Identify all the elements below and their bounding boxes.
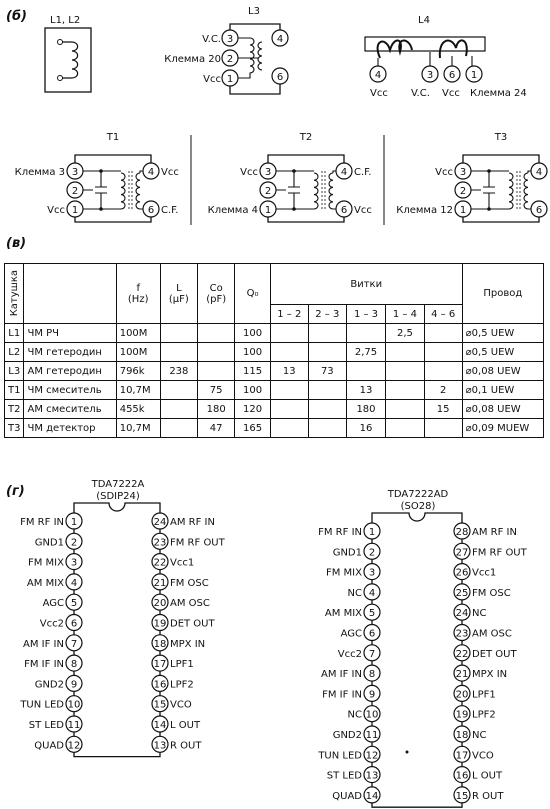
ic-1-right-pin-label: FM OSC	[472, 587, 511, 599]
L4-label-klemma: Клемма 24	[470, 88, 527, 99]
table-cell: L2	[5, 343, 24, 362]
ic-1-pin-number: 8	[368, 669, 376, 681]
T1-pin-6: 6	[147, 205, 155, 216]
ic-1-right-pin-label: AM OSC	[472, 628, 512, 640]
T3-pin-2: 2	[459, 186, 467, 197]
ic-0-right-pin-label: AM RF IN	[170, 517, 215, 528]
table-cell: 2	[424, 381, 462, 400]
header-turns-2: 1 – 3	[346, 305, 385, 324]
ic-0-pin-number: 12	[67, 740, 81, 752]
transformer-T2	[208, 132, 372, 222]
table-row	[5, 419, 544, 438]
T3-pin-1: 1	[459, 205, 467, 216]
ic-0-pin-number: 2	[70, 537, 78, 549]
ic-0-pin-number: 11	[67, 720, 81, 731]
ic-1-pin-number: 21	[455, 669, 469, 681]
table-row	[5, 381, 544, 400]
ic-1-pin-number: 13	[365, 770, 379, 782]
ic-1-right-pin-label: NC	[472, 730, 487, 741]
L3-pin-3: 3	[226, 34, 234, 45]
table-cell: ⌀0,5 UEW	[462, 343, 543, 362]
table-cell	[386, 400, 424, 419]
table-body	[5, 324, 544, 438]
header-turns-0: 1 – 2	[270, 305, 308, 324]
table-cell	[386, 381, 424, 400]
ic-1-left-pin-label: FM MIX	[326, 567, 362, 579]
table-cell	[308, 324, 346, 343]
ic-0-left-pin-label: FM IF IN	[24, 659, 64, 671]
table-cell: 73	[308, 362, 346, 381]
table-cell: 100	[235, 381, 270, 400]
L3-pin-2: 2	[226, 54, 234, 65]
section-label-b: (б)	[6, 9, 27, 24]
header-empty	[24, 264, 116, 324]
table-row	[5, 362, 544, 381]
ic-0-left-pin-label: AM MIX	[26, 577, 64, 589]
ic-0-pin-number: 6	[70, 618, 78, 630]
table-cell	[160, 400, 197, 419]
ic-1-pin-number: 16	[455, 770, 469, 782]
header-wire: Провод	[462, 264, 543, 324]
table-cell	[424, 324, 462, 343]
ic-1-pin-number: 18	[455, 730, 469, 741]
table-cell: 238	[160, 362, 197, 381]
table-cell	[346, 324, 385, 343]
ic-1-left-pin-label: ST LED	[326, 770, 362, 782]
table-cell	[386, 362, 424, 381]
ic-1-title: TDA7222AD	[387, 489, 449, 500]
table-row	[5, 343, 544, 362]
T2-title: T2	[299, 132, 313, 143]
ic-0-pin-number: 16	[153, 679, 167, 691]
ic-0-left-pin-label: FM MIX	[28, 557, 64, 569]
ic-0-pin-number: 20	[153, 598, 167, 610]
T3-left-label-2: Клемма 12	[396, 205, 453, 216]
ic-1-pin-number: 20	[455, 689, 469, 701]
table-cell	[346, 362, 385, 381]
table-cell	[270, 419, 308, 438]
ic-1-left-pin-label: Vcc2	[337, 648, 362, 660]
L4-label-vc: V.C.	[411, 88, 430, 99]
ic-0-pin-number: 13	[153, 740, 167, 752]
ic-1-package: (SO28)	[400, 501, 436, 512]
table-cell	[424, 343, 462, 362]
T2-pin-1: 1	[264, 205, 272, 216]
ic-1-pin-number: 9	[368, 689, 376, 701]
ic-0-pin-number: 4	[70, 577, 78, 589]
table-cell: 455k	[116, 400, 160, 419]
table-cell: 16	[346, 419, 385, 438]
ic-0-pin-number: 18	[153, 638, 167, 650]
T3-pin-4: 4	[535, 167, 543, 178]
ic-1-pin-number: 2	[368, 547, 376, 559]
ic-0-left-pin-label: TUN LED	[20, 699, 64, 711]
ic-TDA7222AD	[317, 489, 527, 807]
ic-0-pin-number: 19	[153, 618, 167, 630]
header-f: f (Hz)	[116, 264, 160, 324]
ic-1-pin-number: 19	[455, 709, 469, 721]
ic-0-right-pin-label: DET OUT	[170, 618, 215, 630]
L3-label-klemma: Клемма 20	[164, 54, 221, 65]
table-cell: 100	[235, 324, 270, 343]
ic-0-right-pin-label: AM OSC	[170, 598, 210, 610]
T3-pin-6: 6	[535, 205, 543, 216]
ic-0-package: (SDIP24)	[96, 491, 140, 502]
table-cell: ЧМ детектор	[24, 419, 116, 438]
table-cell: 100	[235, 343, 270, 362]
ic-0-pin-number: 14	[153, 720, 167, 731]
table-cell: 13	[270, 362, 308, 381]
coil-L3-title: L3	[248, 6, 260, 17]
ic-0-left-pin-label: GND1	[34, 537, 64, 549]
ic-1-pin-number: 23	[455, 628, 469, 640]
table-cell	[270, 381, 308, 400]
table-cell	[386, 343, 424, 362]
ic-1-pin-number: 1	[368, 527, 376, 538]
table-cell: ЧМ смеситель	[24, 381, 116, 400]
coil-L4-title: L4	[418, 15, 430, 26]
ic-0-pin-number: 8	[70, 659, 78, 671]
table-cell: 115	[235, 362, 270, 381]
T1-pin-4: 4	[147, 167, 155, 178]
T1-pin-2: 2	[71, 186, 79, 197]
ic-0-left-pin-label: FM RF IN	[20, 517, 64, 528]
T2-pin-3: 3	[264, 167, 272, 178]
L4-label-vcc2: Vcc	[442, 88, 460, 99]
header-turns-4: 4 – 6	[424, 305, 462, 324]
ic-1-left-pin-label: AM IF IN	[321, 669, 362, 681]
ic-1-right-pin-label: MPX IN	[472, 669, 508, 681]
ic-1-right-pin-label: Vcc1	[472, 567, 497, 579]
table-cell: 100M	[116, 324, 160, 343]
table-cell: 120	[235, 400, 270, 419]
section-label-v: (в)	[6, 236, 27, 251]
ic-0-left-pin-label: QUAD	[34, 740, 64, 752]
table-cell: ⌀0,09 MUEW	[462, 419, 543, 438]
header-L: L (μF)	[160, 264, 197, 324]
table-cell: 100M	[116, 343, 160, 362]
ic-1-pin-number: 3	[368, 567, 376, 579]
ic-1-left-pin-label: AGC	[340, 628, 362, 640]
table-cell: 75	[198, 381, 235, 400]
ic-0-right-pin-label: MPX IN	[170, 638, 206, 650]
header-turns-1: 2 – 3	[308, 305, 346, 324]
coil-L3	[164, 6, 288, 94]
ic-1-left-pin-label: AM MIX	[324, 608, 362, 620]
table-cell: 10,7M	[116, 381, 160, 400]
header-C: Co (pF)	[198, 264, 235, 324]
ic-1-left-pin-label: GND2	[332, 730, 362, 741]
header-coil: Катушка	[5, 264, 24, 324]
T2-pin-4: 4	[340, 167, 348, 178]
transformer-T3	[396, 132, 547, 222]
ic-1-pin-number: 24	[455, 608, 469, 620]
table-cell	[160, 324, 197, 343]
T2-right-label-1: Vcc	[354, 205, 372, 216]
ic-1-right-pin-label: R OUT	[472, 790, 504, 802]
L4-label-vcc1: Vcc	[370, 88, 388, 99]
table-cell: ⌀0,1 UEW	[462, 381, 543, 400]
table-cell	[198, 343, 235, 362]
L4-pin-3: 3	[426, 70, 434, 81]
table-cell: 165	[235, 419, 270, 438]
ic-1-pin-number: 27	[455, 547, 469, 559]
ic-0-right-pin-label: FM OSC	[170, 577, 209, 589]
table-cell	[160, 343, 197, 362]
ic-0-left-pin-label: AGC	[42, 598, 64, 610]
ic-1-pin-number: 4	[368, 587, 376, 599]
ic-0-left-pin-label: AM IF IN	[23, 638, 64, 650]
table-cell	[308, 400, 346, 419]
ic-0-right-pin-label: VCO	[170, 699, 192, 711]
L3-pin-1: 1	[226, 74, 234, 85]
ic-0-pin-number: 15	[153, 699, 167, 711]
ic-0-right-pin-label: Vcc1	[170, 557, 195, 569]
table-cell	[160, 419, 197, 438]
table-cell: ⌀0,08 UEW	[462, 400, 543, 419]
table-cell: ⌀0,08 UEW	[462, 362, 543, 381]
table-cell	[160, 381, 197, 400]
table-cell	[198, 324, 235, 343]
table-cell	[270, 324, 308, 343]
ic-1-pin-number: 6	[368, 628, 376, 640]
T3-title: T3	[494, 132, 508, 143]
table-cell: T3	[5, 419, 24, 438]
T1-title: T1	[106, 132, 120, 143]
T1-left-label-0: Клемма 3	[14, 167, 65, 178]
marker-dot	[406, 751, 409, 754]
ic-0-pin-number: 7	[70, 638, 78, 650]
ic-0-right-pin-label: R OUT	[170, 740, 202, 752]
table-cell: ЧМ РЧ	[24, 324, 116, 343]
table-cell: ⌀0,5 UEW	[462, 324, 543, 343]
ic-1-pin-number: 7	[368, 648, 376, 660]
ic-0-pin-number: 9	[70, 679, 78, 691]
ic-0-left-pin-label: GND2	[34, 679, 64, 691]
table-cell: 2,75	[346, 343, 385, 362]
ic-0-pin-number: 5	[70, 598, 78, 610]
coil-spec-table	[4, 263, 544, 438]
ic-1-left-pin-label: NC	[347, 587, 362, 599]
ic-1-pin-number: 28	[455, 527, 469, 538]
ic-0-pin-number: 10	[67, 699, 81, 711]
ic-0-left-pin-label: Vcc2	[39, 618, 64, 630]
L3-label-vcc: Vcc	[203, 74, 221, 85]
ic-0-pin-number: 3	[70, 557, 78, 569]
L3-pin-4: 4	[276, 34, 284, 45]
table-cell: АМ гетеродин	[24, 362, 116, 381]
ic-0-pin-number: 1	[70, 517, 78, 528]
T2-left-label-2: Клемма 4	[207, 205, 258, 216]
ic-1-pin-number: 11	[365, 730, 379, 741]
table-cell: T2	[5, 400, 24, 419]
table-row	[5, 324, 544, 343]
T1-pin-3: 3	[71, 167, 79, 178]
ic-1-left-pin-label: GND1	[332, 547, 362, 559]
T1-right-label-0: Vcc	[161, 167, 179, 178]
table-cell	[424, 419, 462, 438]
ic-1-right-pin-label: LPF1	[472, 689, 496, 701]
ic-1-pin-number: 22	[455, 648, 469, 660]
L3-pin-6: 6	[276, 72, 284, 83]
table-cell: 180	[198, 400, 235, 419]
table-cell: 180	[346, 400, 385, 419]
table-cell: 47	[198, 419, 235, 438]
table-row	[5, 400, 544, 419]
transformer-T1	[15, 132, 179, 222]
L4-pin-4: 4	[374, 70, 382, 81]
L4-pin-1: 1	[470, 70, 478, 81]
T3-pin-3: 3	[459, 167, 467, 178]
ic-1-left-pin-label: FM IF IN	[322, 689, 362, 701]
ic-1-pin-number: 26	[455, 567, 469, 579]
section-label-g: (г)	[6, 484, 25, 499]
ic-0-pin-number: 23	[153, 537, 167, 549]
table-cell: L1	[5, 324, 24, 343]
header-turns: Витки	[270, 264, 462, 305]
ic-1-right-pin-label: LPF2	[472, 709, 496, 721]
table-cell	[424, 362, 462, 381]
ic-1-right-pin-label: NC	[472, 608, 487, 620]
table-cell: L3	[5, 362, 24, 381]
header-Q: Q₀	[235, 264, 270, 324]
table-cell: T1	[5, 381, 24, 400]
coil-L4	[365, 15, 527, 99]
T2-pin-2: 2	[264, 186, 272, 197]
L3-label-vc: V.C.	[202, 34, 221, 45]
T1-pin-1: 1	[71, 205, 79, 216]
ic-1-pin-number: 12	[365, 750, 379, 762]
table-cell	[270, 400, 308, 419]
table-cell	[308, 343, 346, 362]
T1-right-label-1: C.F.	[161, 205, 179, 216]
ic-1-right-pin-label: L OUT	[472, 770, 503, 782]
ic-1-pin-number: 10	[365, 709, 379, 721]
T2-pin-6: 6	[340, 205, 348, 216]
table-cell: 13	[346, 381, 385, 400]
T2-right-label-0: C.F.	[354, 167, 372, 178]
ic-1-right-pin-label: DET OUT	[472, 648, 517, 660]
table-cell: 10,7M	[116, 419, 160, 438]
table-cell: 15	[424, 400, 462, 419]
L4-pin-6: 6	[448, 70, 456, 81]
table-cell	[308, 381, 346, 400]
ic-0-pin-number: 22	[153, 557, 167, 569]
ic-1-right-pin-label: AM RF IN	[472, 527, 517, 538]
table-header-row	[5, 264, 544, 305]
ic-0-pin-number: 24	[153, 517, 167, 528]
table-cell: ЧМ гетеродин	[24, 343, 116, 362]
table-cell: 2,5	[386, 324, 424, 343]
ic-0-pin-number: 21	[153, 577, 167, 589]
ic-1-right-pin-label: FM RF OUT	[472, 547, 527, 559]
ic-TDA7222A	[19, 479, 225, 757]
T2-left-label-0: Vcc	[240, 167, 258, 178]
ic-1-pin-number: 25	[455, 587, 469, 599]
ic-1-pin-number: 17	[455, 750, 469, 762]
table-cell	[198, 362, 235, 381]
T1-left-label-2: Vcc	[47, 205, 65, 216]
ic-1-pin-number: 5	[368, 608, 376, 620]
ic-1-left-pin-label: NC	[347, 709, 362, 721]
header-turns-3: 1 – 4	[386, 305, 424, 324]
ic-0-right-pin-label: L OUT	[170, 720, 201, 731]
table-cell: АМ смеситель	[24, 400, 116, 419]
T3-left-label-0: Vcc	[435, 167, 453, 178]
table-cell	[270, 343, 308, 362]
ic-1-left-pin-label: TUN LED	[318, 750, 362, 762]
table-cell: 796k	[116, 362, 160, 381]
ic-0-right-pin-label: LPF1	[170, 659, 194, 671]
table-cell	[386, 419, 424, 438]
ic-0-title: TDA7222A	[91, 479, 145, 490]
ic-1-left-pin-label: QUAD	[332, 790, 362, 802]
ic-0-right-pin-label: FM RF OUT	[170, 537, 225, 549]
coil-L1L2-title: L1, L2	[50, 15, 81, 26]
ic-1-left-pin-label: FM RF IN	[318, 527, 362, 538]
ic-1-right-pin-label: VCO	[472, 750, 494, 762]
table-cell	[308, 419, 346, 438]
ic-0-pin-number: 17	[153, 659, 167, 671]
ic-1-pin-number: 15	[455, 790, 469, 802]
coil-L1L2	[45, 15, 91, 92]
ic-0-right-pin-label: LPF2	[170, 679, 194, 691]
ic-0-left-pin-label: ST LED	[28, 720, 64, 731]
ic-1-pin-number: 14	[365, 790, 379, 802]
